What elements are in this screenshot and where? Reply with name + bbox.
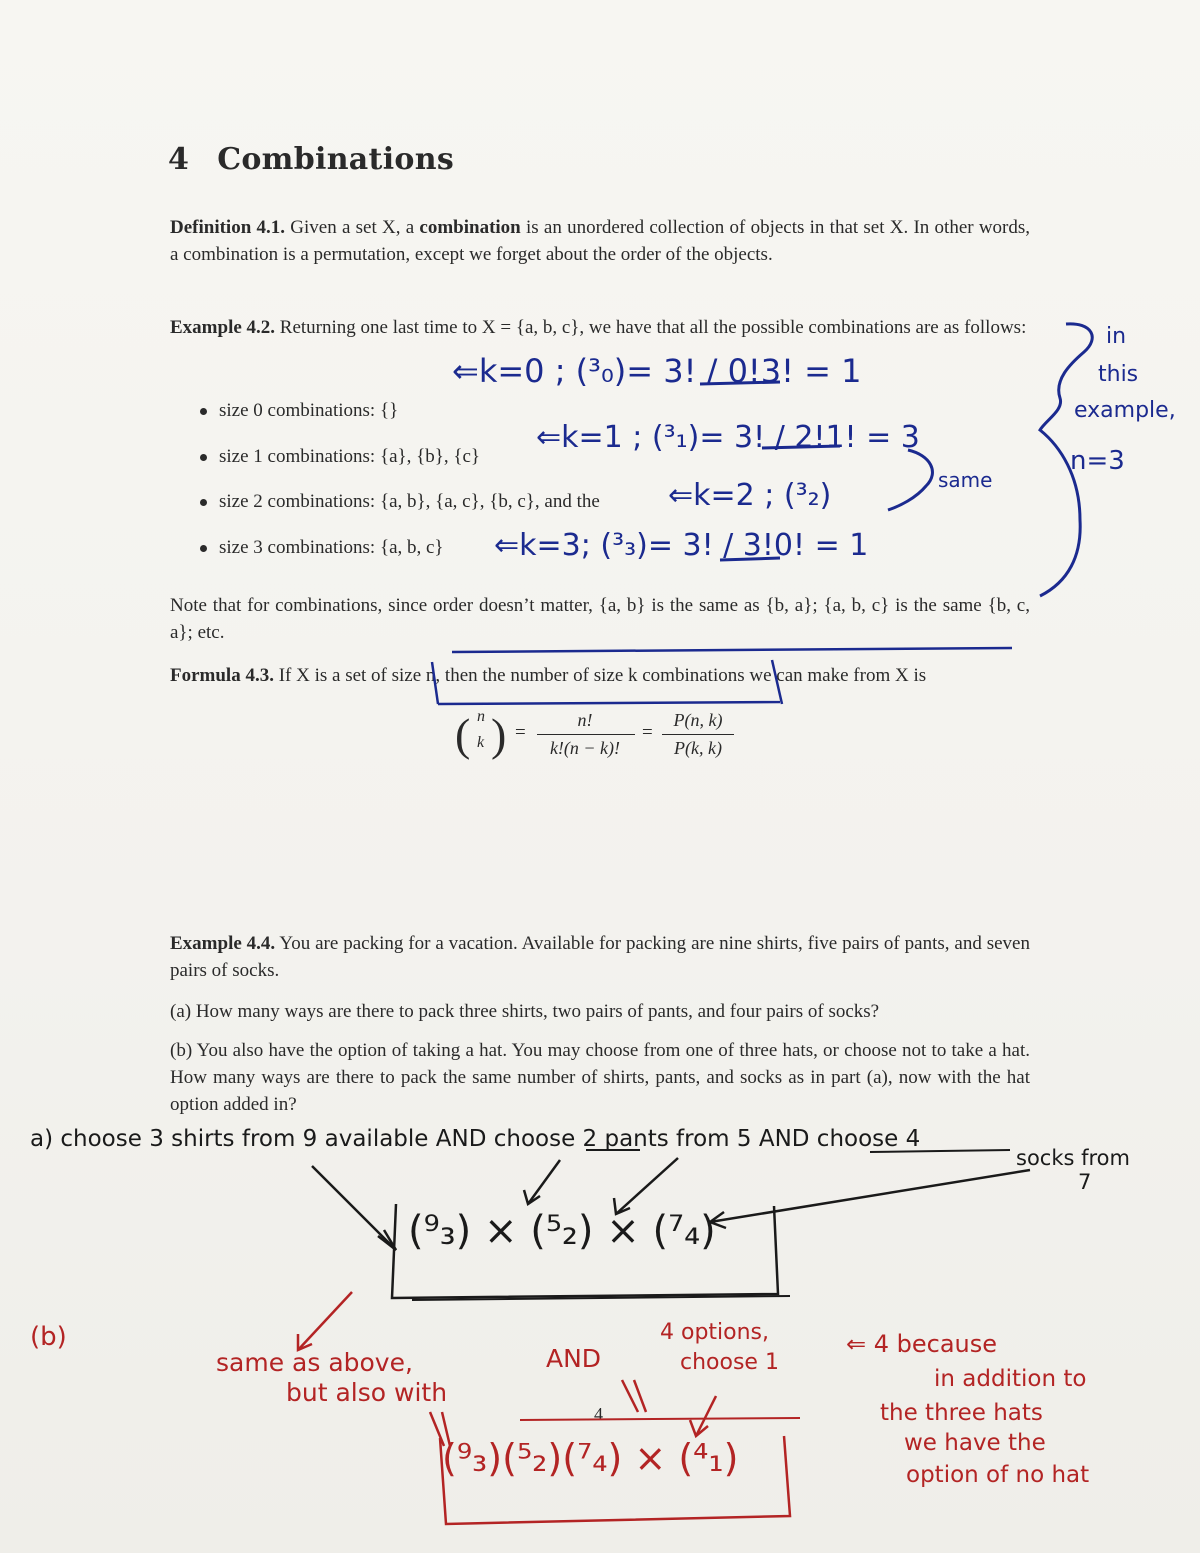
handwritten-and: AND	[546, 1344, 602, 1373]
handwritten-k0: ⇐k=0 ; (³₀)= 3! / 0!3! = 1	[452, 352, 862, 390]
list-item: size 2 combinations: {a, b}, {a, c}, {b, c}, and the	[200, 491, 600, 513]
right-paren: )	[491, 709, 507, 760]
binom-n: n	[477, 708, 485, 725]
pen-arrow	[528, 1160, 560, 1204]
definition-label: Definition 4.1.	[170, 217, 286, 238]
definition-term: combination	[419, 217, 521, 238]
handwritten-part-b-left: but also with	[286, 1378, 448, 1407]
formula-text: If X is a set of size n, then the number of size k combinations we can make from X is	[278, 665, 927, 686]
reason-line: option of no hat	[906, 1462, 1090, 1488]
example-4-2-text: Returning one last time to X = {a, b, c}, we have that all the possible combinations are as follows:	[279, 317, 1027, 338]
pen-arrow	[616, 1158, 678, 1214]
pen-fraction-bar	[762, 446, 840, 448]
pen-same-curl	[888, 450, 932, 510]
pen-arrow	[710, 1170, 1030, 1222]
handwritten-same: same	[938, 468, 993, 492]
pen-brace	[1040, 324, 1092, 596]
equals-sign: =	[642, 722, 653, 743]
pen-fraction-bar	[720, 558, 780, 560]
handwritten-part-b-label: (b)	[30, 1322, 67, 1352]
side-note-line: in	[1106, 324, 1127, 349]
list-item: size 3 combinations: {a, b, c}	[200, 537, 444, 559]
handwritten-part-b-left: same as above,	[216, 1348, 413, 1377]
handwritten-choose-1: choose 1	[680, 1350, 779, 1375]
handwritten-part-b-formula: (⁹₃)(⁵₂)(⁷₄) × (⁴₁)	[442, 1436, 739, 1480]
reason-line: we have the	[904, 1430, 1046, 1456]
handwritten-k1: ⇐k=1 ; (³₁)= 3! / 2!1! = 3	[536, 420, 920, 455]
example-4-4-label: Example 4.4.	[170, 933, 276, 954]
side-note-line: n=3	[1070, 446, 1125, 476]
handwritten-socks-from: socks from	[1016, 1146, 1130, 1170]
pen-arrow	[298, 1292, 352, 1350]
definition-text-a: Given a set X, a	[290, 217, 420, 238]
pen-underline	[586, 1150, 1010, 1152]
formula-label: Formula 4.3.	[170, 665, 274, 686]
example-4-2-note: Note that for combinations, since order doesn’t matter, {a, b} is the same as {b, a}; {a, b, c} is the same {b, c, a}; etc.	[170, 595, 1030, 643]
fraction-denominator: k!(n − k)!	[549, 738, 621, 758]
pen-arrow	[312, 1166, 396, 1250]
example-4-4-part-a: (a) How many ways are there to pack three shirts, two pairs of pants, and four pairs of socks?	[170, 1001, 880, 1022]
perm-denominator: P(k, k)	[674, 738, 722, 758]
section-number: 4	[168, 142, 190, 177]
definition-text-b: is an unordered collection of objects in that set X. In other words, a combination is a permutation, except we forget about the order of the objects.	[170, 217, 1031, 265]
pen-bracket	[432, 660, 782, 704]
binom-k: k	[477, 734, 485, 751]
pen-underline	[520, 1418, 800, 1420]
pen-arrow	[614, 1198, 630, 1214]
example-4-4-part-b: (b) You also have the option of taking a hat. You may choose from one of three hats, or choose not to take a hat. How many ways are there to pack the same number of shirts, pants, and socks as in part (a), now with the hat option added in?	[170, 1040, 1030, 1115]
pen-arrow	[622, 1380, 646, 1412]
side-note-line: example,	[1074, 398, 1176, 423]
handwritten-k3: ⇐k=3; (³₃)= 3! / 3!0! = 1	[494, 528, 869, 563]
pen-underline	[452, 648, 1012, 652]
perm-numerator: P(n, k)	[673, 710, 723, 730]
section-title: Combinations	[217, 142, 455, 177]
example-4-2-label: Example 4.2.	[170, 317, 276, 338]
reason-line: the three hats	[880, 1400, 1043, 1426]
handwritten-part-a-formula: (⁹₃) × (⁵₂) × (⁷₄)	[408, 1208, 716, 1254]
pen-box	[392, 1204, 778, 1298]
left-paren: (	[455, 709, 471, 760]
reason-line: in addition to	[934, 1366, 1087, 1392]
page-number: 4	[594, 1404, 603, 1424]
pen-arrow	[696, 1396, 716, 1436]
equals-sign: =	[515, 722, 526, 743]
pen-box	[440, 1436, 790, 1524]
side-note-line: this	[1098, 362, 1139, 387]
handwritten-k2: ⇐k=2 ; (³₂)	[668, 478, 832, 513]
handwritten-part-a: a) choose 3 shirts from 9 available AND choose 2 pants from 5 AND choose 4	[30, 1126, 921, 1152]
list-item: size 1 combinations: {a}, {b}, {c}	[200, 446, 480, 468]
fraction-numerator: n!	[577, 710, 593, 730]
example-4-4-text: You are packing for a vacation. Available for packing are nine shirts, five pairs of pants, and seven pairs of socks.	[170, 933, 1030, 981]
list-item: size 0 combinations: {}	[200, 400, 398, 422]
handwritten-options: 4 options,	[660, 1320, 770, 1345]
reason-line: ⇐ 4 because	[846, 1330, 998, 1358]
handwritten-seven: 7	[1078, 1170, 1092, 1194]
pen-fraction-bar	[700, 382, 780, 384]
